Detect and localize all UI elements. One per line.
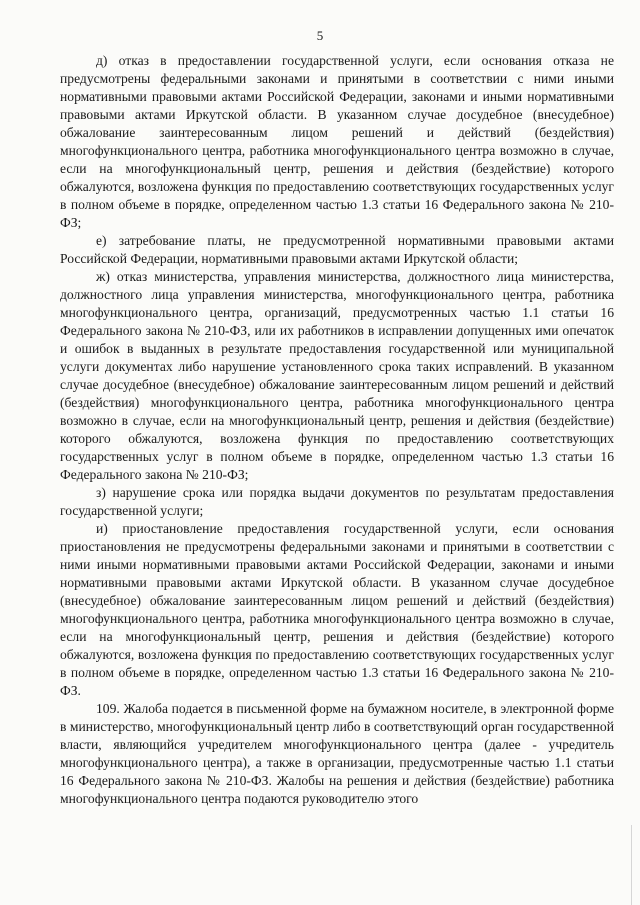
page-number: 5 [316,28,324,43]
paragraph-d: д) отказ в предоставлении государственной услуги, если основания отказа не предусмотрены федеральными законами и принятыми в соответствии с ними иными нормативными правовыми актами Российской Федерации, законами и иными нормативными правовыми актами Иркутской области. В указанном случае досудебное (внесудебное) обжалование заинтересованным лицом решений и действий (бездействия) многофункционального центра, работника многофункционального центра возможно в случае, если на многофункциональный центр, решения и действия (бездействие) которого обжалуются, возложена функция по предоставлению соответствующих государственных услуг в полном объеме в порядке, определенном частью 1.3 статьи 16 Федерального закона № 210-ФЗ; [60,53,614,230]
document-body [60,52,614,808]
scan-edge-mark [631,825,632,905]
paragraph-i: и) приостановление предоставления государственной услуги, если основания приостановления не предусмотрены федеральными законами и принятыми в соответствии с ними иными нормативными правовыми актами Российской Федерации, законами и иными нормативными правовыми актами Иркутской области. В указанном случае досудебное (внесудебное) обжалование заинтересованным лицом решений и действий (бездействия) многофункционального центра, работника многофункционального центра возможно в случае, если на многофункциональный центр, решения и действия (бездействие) которого обжалуются, возложена функция по предоставлению соответствующих государственных услуг в полном объеме в порядке, определенном частью 1.3 статьи 16 Федерального закона № 210-ФЗ. [60,521,614,698]
paragraph-zh: ж) отказ министерства, управления министерства, должностного лица министерства, должностного лица управления министерства, многофункционального центра, работника многофункционального центра, организаций, предусмотренных частью 1.1 статьи 16 Федерального закона № 210-ФЗ, или их работников в исправлении допущенных ими опечаток и ошибок в выданных в результате предоставления государственной или муниципальной услуги документах либо нарушение установленного срока таких исправлений. В указанном случае досудебное (внесудебное) обжалование заинтересованным лицом решений и действий (бездействия) многофункционального центра, работника многофункционального центра возможно в случае, если на многофункциональный центр, решения и действия (бездействие) которого обжалуются, возложена функция по предоставлению соответствующих государственных услуг в полном объеме в порядке, определенном частью 1.3 статьи 16 Федерального закона № 210-ФЗ; [60,269,614,482]
paragraph-109: 109. Жалоба подается в письменной форме на бумажном носителе, в электронной форме в министерство, многофункциональный центр либо в соответствующий орган государственной власти, являющийся учредителем многофункционального центра (далее - учредитель многофункционального центра), а также в организации, предусмотренные частью 1.1 статьи 16 Федерального закона № 210-ФЗ. Жалобы на решения и действия (бездействие) работника многофункционального центра подаются руководителю этого [60,701,614,806]
paragraph-z: з) нарушение срока или порядка выдачи документов по результатам предоставления государственной услуги; [60,485,614,518]
paragraph-e: е) затребование платы, не предусмотренной нормативными правовыми актами Российской Федерации, нормативными правовыми актами Иркутской области; [60,233,614,266]
